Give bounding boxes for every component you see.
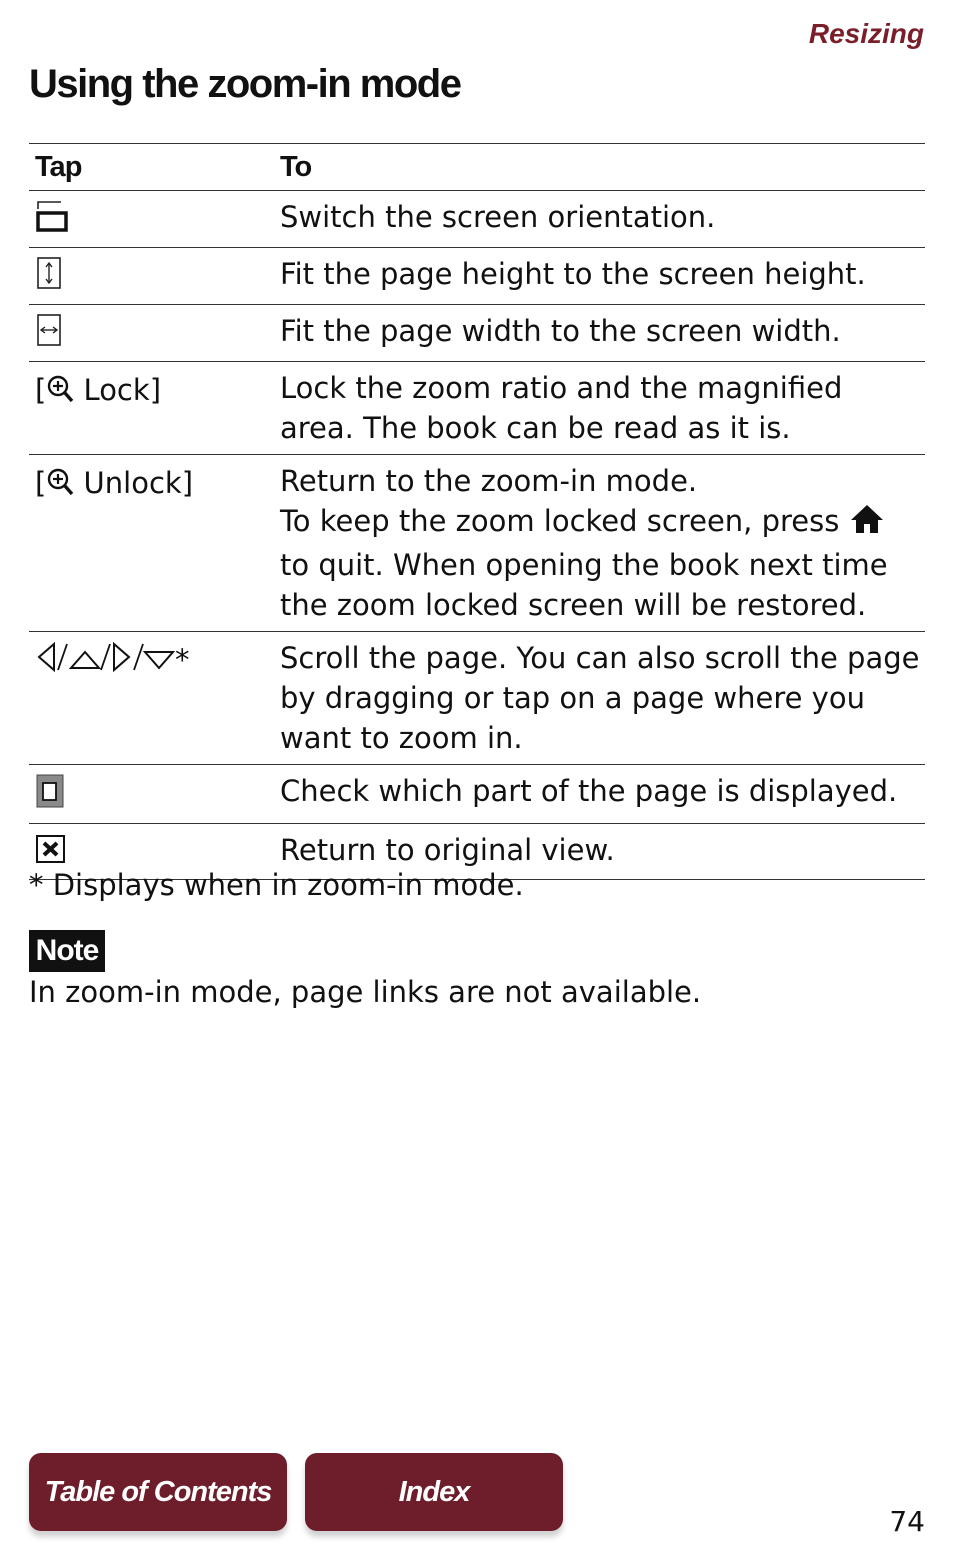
table-of-contents-button[interactable]: Table of Contents (29, 1453, 287, 1531)
page-position-icon (35, 773, 65, 819)
row-description-with-home (280, 501, 921, 545)
table-row (29, 455, 925, 632)
table-row (29, 248, 925, 305)
row-description: the zoom locked screen will be restored. (280, 588, 867, 622)
footnote: * Displays when in zoom-in mode. (29, 868, 524, 902)
row-description: to quit. When opening the book next time (280, 548, 888, 582)
index-button[interactable]: Index (305, 1453, 563, 1531)
scroll-arrows-icon (35, 640, 175, 684)
column-header-to: To (272, 144, 925, 191)
tap-cell (29, 305, 272, 362)
row-description: Return to original view. (280, 833, 615, 867)
to-cell (272, 632, 925, 765)
column-header-tap: Tap (29, 144, 272, 191)
table-row (29, 362, 925, 455)
note-text: In zoom-in mode, page links are not available. (29, 975, 702, 1009)
row-description: Fit the page width to the screen width. (280, 314, 841, 348)
row-description: To keep the zoom locked screen, press (280, 504, 840, 538)
tap-label: Unlock (83, 466, 182, 500)
fit-width-icon (35, 313, 63, 357)
to-cell (272, 248, 925, 305)
zoom-lock-icon (46, 374, 74, 414)
to-cell (272, 305, 925, 362)
tap-cell (29, 632, 272, 765)
row-description: Scroll the page. You can also scroll the page (280, 641, 920, 675)
row-description: by dragging or tap on a page where you (280, 681, 865, 715)
table-row (29, 305, 925, 362)
page-number: 74 (889, 1505, 925, 1538)
tap-cell: [ Unlock] (29, 455, 272, 632)
tap-label: Lock (83, 373, 150, 407)
page-title: Using the zoom-in mode (29, 62, 461, 106)
row-description: Fit the page height to the screen height. (280, 257, 866, 291)
to-cell (272, 765, 925, 824)
zoom-unlock-icon (46, 467, 74, 507)
tap-cell (29, 248, 272, 305)
row-description: Return to the zoom-in mode. (280, 464, 698, 498)
row-description: area. The book can be read as it is. (280, 411, 791, 445)
tap-cell (29, 765, 272, 824)
section-header: Resizing (808, 18, 924, 49)
tap-cell: [ Lock] (29, 362, 272, 455)
to-cell (272, 362, 925, 455)
home-icon (849, 503, 885, 545)
table-row (29, 632, 925, 765)
row-description: Check which part of the page is displayed. (280, 774, 898, 808)
note-label: Note (29, 930, 105, 972)
to-cell (272, 191, 925, 248)
tap-label: * (175, 643, 190, 677)
row-description: Lock the zoom ratio and the magnified (280, 371, 843, 405)
row-description: want to zoom in. (280, 721, 523, 755)
table-header-row (29, 144, 925, 191)
row-description: Switch the screen orientation. (280, 200, 716, 234)
to-cell (272, 455, 925, 632)
zoom-controls-table (29, 143, 925, 880)
table-row (29, 191, 925, 248)
screen-orientation-icon (35, 199, 69, 243)
fit-height-icon (35, 256, 63, 300)
table-row (29, 765, 925, 824)
tap-cell (29, 191, 272, 248)
